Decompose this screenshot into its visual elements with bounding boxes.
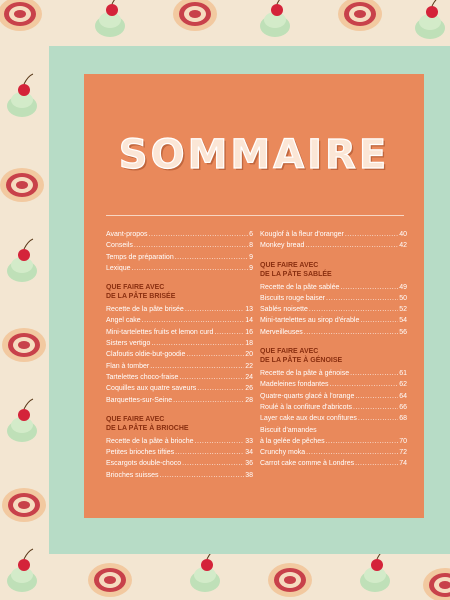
toc-entry[interactable]: Lexique ..... 9: [106, 263, 253, 274]
toc-entry[interactable]: Mini-tartelettes au sirop d'érable ..... 54: [260, 315, 407, 326]
toc-entry[interactable]: Crunchy moka ..... 72: [260, 447, 407, 458]
toc-entry[interactable]: Escargots double-choco ..... 36: [106, 458, 253, 469]
toc-entry[interactable]: Recette de la pâte à brioche ..... 33: [106, 436, 253, 447]
toc-entry[interactable]: Brioches suisses ..... 38: [106, 470, 253, 481]
intro-list: [106, 229, 253, 274]
toc-entry[interactable]: Avant-propos ..... 6: [106, 229, 253, 240]
contents-column-left: [106, 229, 253, 481]
contents-column-right: [260, 229, 407, 470]
toc-entry[interactable]: Monkey bread ..... 42: [260, 240, 407, 251]
toc-entry[interactable]: Sisters vertigo ..... 18: [106, 338, 253, 349]
toc-entry[interactable]: Barquettes-sur-Seine ..... 28: [106, 395, 253, 406]
toc-entry[interactable]: Madeleines fondantes ..... 62: [260, 379, 407, 390]
toc-entry[interactable]: Sablés noisette ..... 52: [260, 304, 407, 315]
toc-entry[interactable]: Roulé à la confiture d'abricots ..... 66: [260, 402, 407, 413]
title-divider: [106, 215, 404, 216]
toc-entry[interactable]: Kouglof à la fleur d'oranger ..... 40: [260, 229, 407, 240]
toc-entry[interactable]: Carrot cake comme à Londres ..... 74: [260, 458, 407, 469]
page-title: SOMMAIRE: [118, 132, 390, 178]
toc-entry-first-line[interactable]: Biscuit d'amandes: [260, 426, 317, 434]
section-heading-brioche: QUE FAIRE AVEC DE LA PÂTE À BRIOCHE: [106, 415, 189, 432]
toc-entry[interactable]: Tartelettes choco-fraise ..... 24: [106, 372, 253, 383]
toc-entry[interactable]: Recette de la pâte brisée ..... 13: [106, 304, 253, 315]
toc-entry[interactable]: Petites brioches tifties ..... 34: [106, 447, 253, 458]
contents-panel: [84, 74, 424, 518]
toc-entry[interactable]: Layer cake aux deux confitures ..... 68: [260, 413, 407, 424]
toc-entry[interactable]: Recette de la pâte à génoise ..... 61: [260, 368, 407, 379]
toc-entry[interactable]: Recette de la pâte sablée ..... 49: [260, 282, 407, 293]
toc-entry[interactable]: Mini-tartelettes fruits et lemon curd ..... 16: [106, 327, 253, 338]
toc-entry[interactable]: Clafoutis oldie-but-goodie ..... 20: [106, 349, 253, 360]
toc-entry[interactable]: Coquilles aux quatre saveurs ..... 26: [106, 383, 253, 394]
toc-entry[interactable]: à la gelée de pêches ..... 70: [260, 436, 407, 447]
section-heading-sablee: QUE FAIRE AVEC DE LA PÂTE SABLÉE: [260, 261, 332, 278]
toc-entry[interactable]: Flan à tomber ..... 22: [106, 361, 253, 372]
toc-entry[interactable]: Angel cake ..... 14: [106, 315, 253, 326]
toc-entry[interactable]: Biscuits rouge baiser ..... 50: [260, 293, 407, 304]
toc-entry[interactable]: Merveilleuses ..... 56: [260, 327, 407, 338]
toc-entry[interactable]: Conseils ..... 8: [106, 240, 253, 251]
section-heading-brisee: QUE FAIRE AVEC DE LA PÂTE BRISÉE: [106, 284, 176, 301]
toc-entry[interactable]: Quatre-quarts glacé à l'orange ..... 64: [260, 391, 407, 402]
section-heading-genoise: QUE FAIRE AVEC DE LA PÂTE À GÉNOISE: [260, 348, 343, 365]
toc-entry[interactable]: Temps de préparation ..... 9: [106, 252, 253, 263]
